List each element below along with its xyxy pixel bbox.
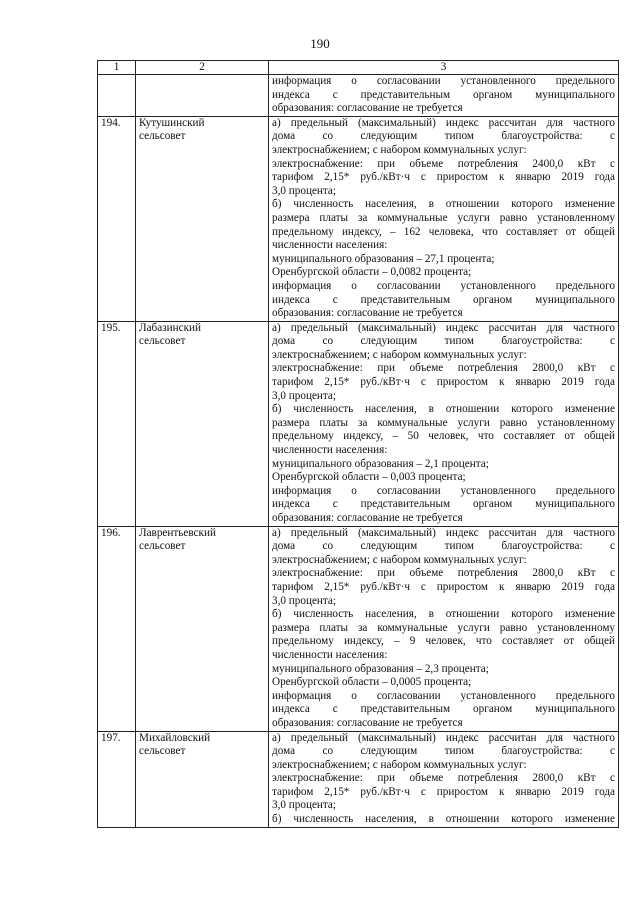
text-line: муниципального образования – 2,1 процента; xyxy=(272,457,489,470)
municipality-name-line: Кутушинский xyxy=(139,116,205,129)
municipality-name-line: Лабазинский xyxy=(139,321,201,334)
text-line: б) численность населения, в отношении которого изменение xyxy=(272,813,615,826)
text-line: Оренбургской области – 0,003 процента; xyxy=(272,471,466,484)
header-col-3: 3 xyxy=(269,61,619,75)
continuation-body xyxy=(269,75,619,117)
text-line: индекса с представительным органом муниципального xyxy=(272,293,615,306)
text-line: электроснабжение: при объеме потребления 2400,0 кВт с xyxy=(272,157,615,170)
text-line: численности населения: xyxy=(272,648,388,661)
text-line: а) предельный (максимальный) индекс рассчитан для частного xyxy=(272,731,615,744)
text-line: электроснабжение: при объеме потребления 2800,0 кВт с xyxy=(272,567,615,580)
text-line: образования: согласование не требуется xyxy=(272,307,463,320)
text-line: электроснабжением; с набором коммунальных услуг: xyxy=(272,758,527,771)
table-row xyxy=(98,731,619,827)
table-row xyxy=(98,526,619,731)
text-line: размера платы за коммунальные услуги равно установленному xyxy=(272,621,615,634)
text-line: Оренбургской области – 0,0005 процента; xyxy=(272,676,472,689)
text-line: тарифом 2,15* руб./кВт·ч с приростом к январю 2019 года xyxy=(272,171,615,184)
municipality-name-line: сельсовет xyxy=(139,335,186,348)
municipality-name xyxy=(136,731,269,827)
continuation-row xyxy=(98,75,619,117)
municipality-name xyxy=(136,116,269,321)
text-line: дома со следующим типом благоустройства: с xyxy=(272,335,615,348)
text-line: предельному индексу, – 50 человек, что составляет от общей xyxy=(272,430,615,443)
text-line: 3,0 процента; xyxy=(272,594,336,607)
table-rows xyxy=(98,116,619,827)
text-line: дома со следующим типом благоустройства: с xyxy=(272,540,615,553)
text-line: размера платы за коммунальные услуги равно установленному xyxy=(272,416,615,429)
text-line: муниципального образования – 2,3 процента; xyxy=(272,662,489,675)
municipality-name-line: Лаврентьевский xyxy=(139,526,216,539)
row-number: 194. xyxy=(98,116,136,321)
text-line: индекса с представительным органом муниципального xyxy=(272,88,615,101)
document-table xyxy=(97,60,619,828)
text-line: 3,0 процента; xyxy=(272,184,336,197)
table-header-row xyxy=(98,61,619,75)
text-line: размера платы за коммунальные услуги равно установленному xyxy=(272,211,615,224)
text-line: индекса с представительным органом муниципального xyxy=(272,498,615,511)
text-line: тарифом 2,15* руб./кВт·ч с приростом к январю 2019 года xyxy=(272,580,615,593)
text-line: образования: согласование не требуется xyxy=(272,716,463,729)
index-description xyxy=(269,116,619,321)
text-line: а) предельный (максимальный) индекс рассчитан для частного xyxy=(272,116,615,129)
text-line: 3,0 процента; xyxy=(272,389,336,402)
row-number: 196. xyxy=(98,526,136,731)
text-line: дома со следующим типом благоустройства: с xyxy=(272,745,615,758)
text-line: электроснабжением; с набором коммунальных услуг: xyxy=(272,348,527,361)
continuation-num xyxy=(98,75,136,117)
header-col-1: 1 xyxy=(98,61,136,75)
municipality-name-line: сельсовет xyxy=(139,745,186,758)
text-line: индекса с представительным органом муниципального xyxy=(272,703,615,716)
index-description xyxy=(269,526,619,731)
text-line: б) численность населения, в отношении которого изменение xyxy=(272,608,615,621)
text-line: информация о согласовании установленного предельного xyxy=(272,75,615,87)
text-line: а) предельный (максимальный) индекс рассчитан для частного xyxy=(272,526,615,539)
text-line: предельному индексу, – 162 человека, что составляет от общей xyxy=(272,225,615,238)
text-line: информация о согласовании установленного предельного xyxy=(272,279,615,292)
text-line: электроснабжение: при объеме потребления 2800,0 кВт с xyxy=(272,772,615,785)
municipality-name-line: сельсовет xyxy=(139,130,186,143)
municipality-name xyxy=(136,526,269,731)
continuation-name xyxy=(136,75,269,117)
index-description xyxy=(269,321,619,526)
header-col-2: 2 xyxy=(136,61,269,75)
text-line: муниципального образования – 27,1 процента; xyxy=(272,252,495,265)
text-line: Оренбургской области – 0,0082 процента; xyxy=(272,266,472,279)
text-line: дома со следующим типом благоустройства: с xyxy=(272,130,615,143)
table-row xyxy=(98,116,619,321)
text-line: образования: согласование не требуется xyxy=(272,102,463,115)
text-line: б) численность населения, в отношении которого изменение xyxy=(272,403,615,416)
text-line: электроснабжением; с набором коммунальных услуг: xyxy=(272,553,527,566)
row-number: 195. xyxy=(98,321,136,526)
text-line: предельному индексу, – 9 человек, что составляет от общей xyxy=(272,635,615,648)
text-line: тарифом 2,15* руб./кВт·ч с приростом к январю 2019 года xyxy=(272,376,615,389)
text-line: численности населения: xyxy=(272,239,388,252)
index-description xyxy=(269,731,619,827)
text-line: а) предельный (максимальный) индекс рассчитан для частного xyxy=(272,321,615,334)
text-line: информация о согласовании установленного предельного xyxy=(272,484,615,497)
text-line: тарифом 2,15* руб./кВт·ч с приростом к январю 2019 года xyxy=(272,785,615,798)
text-line: 3,0 процента; xyxy=(272,799,336,812)
text-line: информация о согласовании установленного предельного xyxy=(272,689,615,702)
page-number: 190 xyxy=(310,36,330,51)
text-line: электроснабжением; с набором коммунальных услуг: xyxy=(272,143,527,156)
municipality-name-line: Михайловский xyxy=(139,731,211,744)
municipality-name xyxy=(136,321,269,526)
table-row xyxy=(98,321,619,526)
text-line: численности населения: xyxy=(272,444,388,457)
municipality-name-line: сельсовет xyxy=(139,540,186,553)
row-number: 197. xyxy=(98,731,136,827)
text-line: б) численность населения, в отношении которого изменение xyxy=(272,198,615,211)
text-line: электроснабжение: при объеме потребления 2800,0 кВт с xyxy=(272,362,615,375)
text-line: образования: согласование не требуется xyxy=(272,512,463,524)
